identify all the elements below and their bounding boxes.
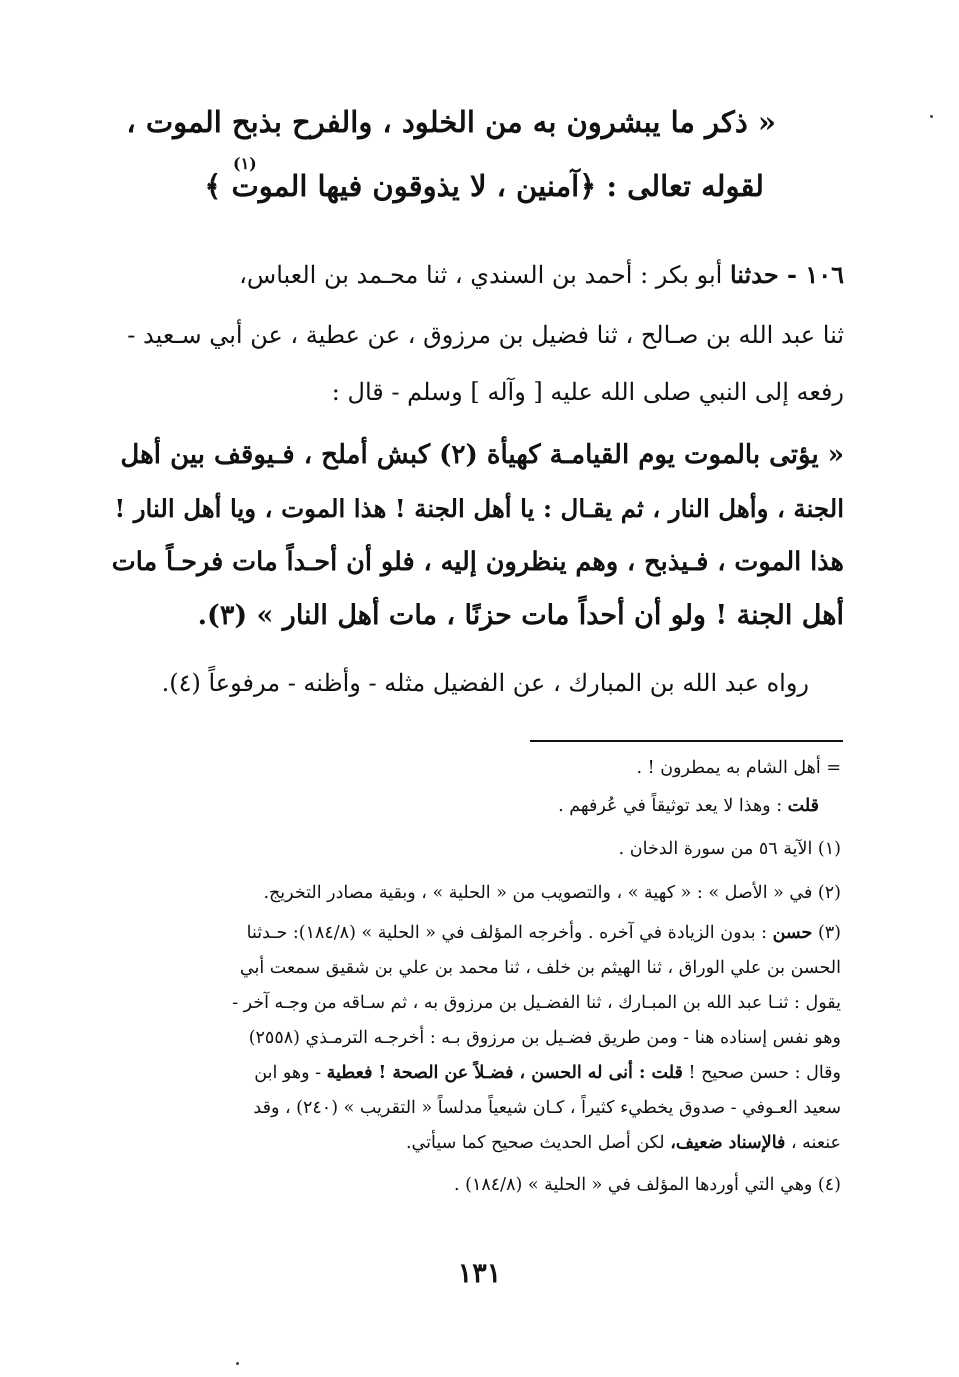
footnote-3-line-7-c: لكن أصل الحديث صحيح كما سيأتي. [405, 1133, 671, 1153]
qult-label: قلت [787, 796, 819, 816]
isnad-line-1 [116, 258, 844, 292]
footnote-1: (١) الآية ٥٦ من سورة الدخان . [618, 839, 841, 859]
scan-speck [236, 1362, 239, 1365]
hadith-number: ١٠٦ - حدثنا [729, 260, 844, 289]
footnote-3-line-5-a: وقال : حسن صحيح ! [682, 1063, 841, 1083]
chapter-heading-line-2: لقوله تعالى : ﴿آمنين ، لا يذوقون فيها الموت ﴾ [204, 169, 764, 203]
footnote-continuation-text: : وهذا لا يعد توثيقاً في عُرفهم . [558, 796, 788, 816]
footnote-3-line-5-c: - وهو ابن [254, 1063, 327, 1083]
hadith-line-4: أهل الجنة ! ولو أن أحداً مات حزنًا ، مات أهل النار » (٣). [197, 600, 844, 631]
footnote-3-line-5 [254, 1060, 841, 1086]
footnote-2: (٢) في « الأصل » : « كهية » ، والتصويب من « الحلية » ، وبقية مصادر التخريج. [263, 883, 841, 903]
narration-line: رواه عبد الله بن المبارك ، عن الفضيل مثله - وأظنه - مرفوعاً (٤). [161, 669, 809, 697]
footnote-3-line-1-text: : بدون الزيادة في آخره . وأخرجه المؤلف في « الحلية » (١٨٤/٨): حـدثنا [246, 923, 773, 943]
footnote-separator [530, 740, 843, 742]
footnote-3-line-7 [406, 1130, 841, 1156]
hadith-line-3: هذا الموت ، فـيذبح ، وهم ينظرون إليه ، فلو أن أحـداً مات فرحـاً مات [111, 547, 844, 577]
footnote-3-line-6: سعيد العـوفي - صدوق يخطيء كثيراً ، كـان شيعياً مدلساً « التقريب » (٢٤٠) ، وقد [253, 1098, 841, 1118]
page-number: ١٣١ [457, 1258, 502, 1289]
weak-chain-verdict: فالإسناد ضعيف، [670, 1133, 786, 1153]
scan-speck [930, 115, 933, 118]
footnote-3-line-3: يقول : ثنـا عبد الله بن المبـارك ، ثنا الفضـيل بن مرزوق به ، ثم سـاقه من وجـه آخر - [232, 993, 841, 1013]
heading-footnote-ref: (١) [233, 154, 257, 173]
grading-hasan: حسن [772, 923, 813, 943]
footnote-continuation-line-2 [558, 793, 819, 819]
footnote-3-line-5-bold: قلت : أنى له الحسن ، فضـلاً عن الصحة ! فعطية [326, 1063, 683, 1083]
footnote-3-line-1 [247, 920, 841, 946]
chapter-heading-line-1: « ذكر ما يبشرون به من الخلود ، والفرح بذبح الموت ، [126, 105, 776, 139]
footnote-3-line-7-a: عنعنه ، [785, 1133, 841, 1153]
footnote-continuation-line-1: = أهل الشام به يمطرون ! . [636, 758, 841, 778]
footnote-3-line-4: وهو نفس إسناده هنا - ومن طريق فضـيل بن مرزوق بـه : أخرجـه الترمـذي (٢٥٥٨) [248, 1028, 841, 1048]
footnote-3-number: (٣) [812, 923, 841, 943]
isnad-line-3: رفعه إلى النبي صلى الله عليه [ وآله ] وسلم - قال : [331, 378, 844, 406]
hadith-line-2: الجنة ، وأهل النار ، ثم يقـال : يا أهل الجنة ! هذا الموت ، ويا أهل النار ! [114, 494, 844, 523]
footnote-3-line-2: الحسن بن علي الوراق ، ثنا الهيثم بن خلف ، ثنا محمد بن علي بن شقيق سمعت أبي [239, 958, 841, 978]
isnad-line-1-text: أبو بكر : أحمد بن السندي ، ثنا محـمد بن العباس، [239, 261, 730, 289]
footnote-4: (٤) وهي التي أوردها المؤلف في « الحلية » (١٨٤/٨) . [454, 1175, 841, 1195]
hadith-line-1: « يؤتى بالموت يوم القيامـة كهيأة (٢) كبش أملح ، فـيوقف بين أهل [120, 440, 844, 470]
isnad-line-2: ثنا عبد الله بن صـالح ، ثنا فضيل بن مرزوق ، عن عطية ، عن أبي سـعيد - [127, 321, 844, 349]
